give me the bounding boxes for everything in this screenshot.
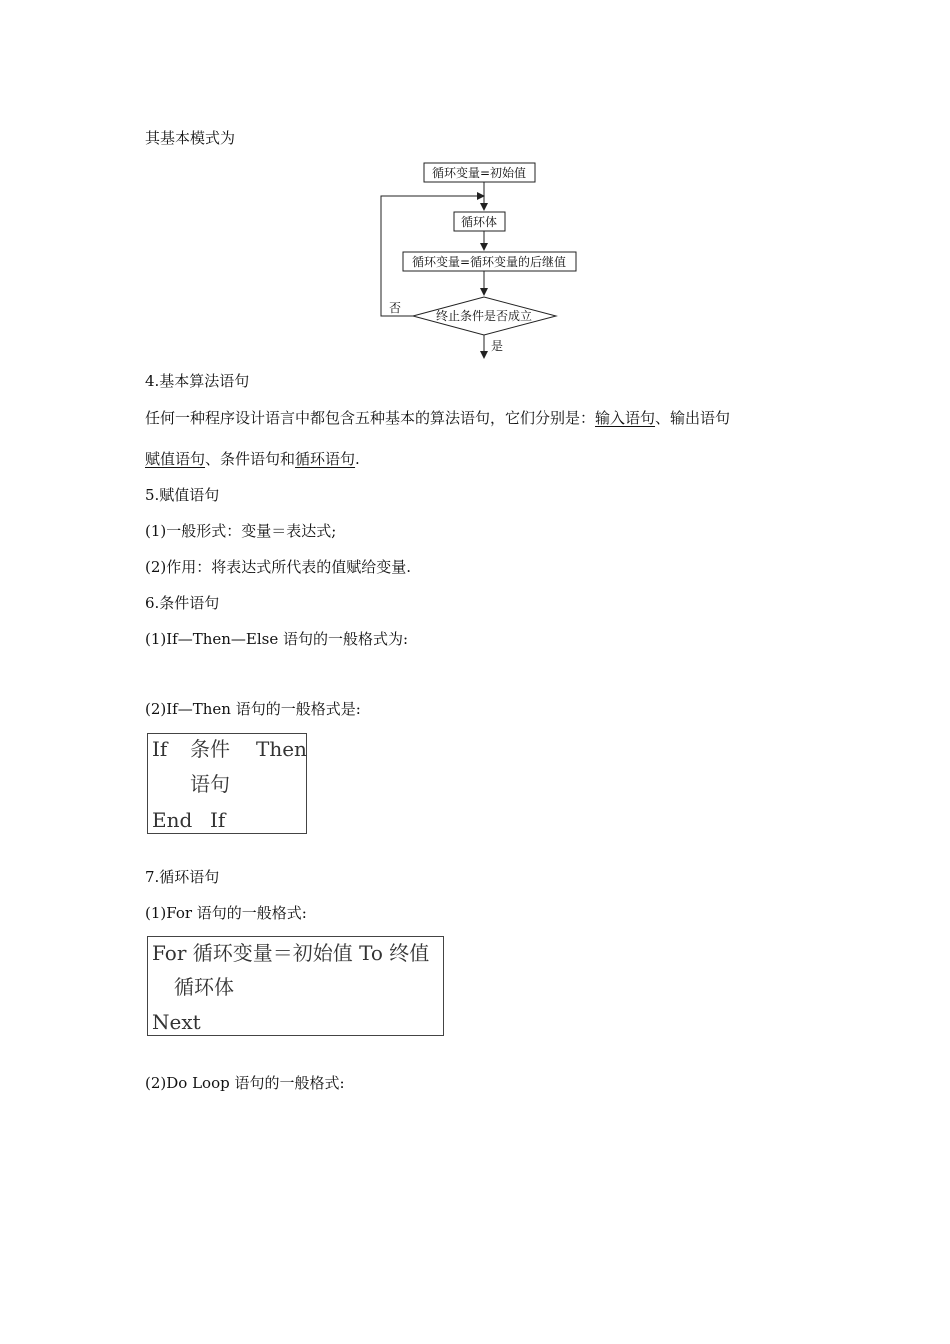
init-label: 循环变量=初始值 <box>431 166 527 180</box>
body-label: 循环体 <box>460 215 498 229</box>
for-line: For 循环变量＝初始值 To 终值 <box>152 941 430 965</box>
s4-text-b: 、输出语句 <box>655 409 731 427</box>
condition-text: 条件 <box>190 737 230 761</box>
s4-paragraph-line2 <box>145 449 360 469</box>
s5-item1: (1)一般形式：变量＝表达式; <box>145 522 337 540</box>
next-line: Next <box>152 1010 201 1034</box>
s4-text-c: 、条件语句和 <box>205 450 296 468</box>
s4-paragraph-line1 <box>145 408 730 428</box>
kw-end-if: If <box>210 808 226 832</box>
if-then-code-box <box>147 733 307 834</box>
kw-end: End <box>152 808 193 832</box>
s4-answer-loop: 循环语句 <box>295 450 356 468</box>
for-code-box <box>147 936 444 1036</box>
kw-then: Then <box>256 737 307 761</box>
s4-text-a: 任何一种程序设计语言中都包含五种基本的算法语句，它们分别是： <box>145 409 596 427</box>
condition-label: 终止条件是否成立 <box>435 309 533 323</box>
s6-item2: (2)If—Then 语句的一般格式是: <box>145 700 361 718</box>
kw-if: If <box>152 737 168 761</box>
yes-label: 是 <box>491 339 504 353</box>
loop-body-line: 循环体 <box>174 975 234 999</box>
s7-heading: 7.循环语句 <box>145 868 220 886</box>
s7-item2: (2)Do Loop 语句的一般格式: <box>145 1074 345 1092</box>
s5-heading: 5.赋值语句 <box>145 486 220 504</box>
update-label: 循环变量=循环变量的后继值 <box>411 255 567 269</box>
s6-heading: 6.条件语句 <box>145 594 220 612</box>
s5-item2: (2)作用：将表达式所代表的值赋给变量. <box>145 558 412 576</box>
s4-heading: 4.基本算法语句 <box>145 372 250 390</box>
no-label: 否 <box>389 301 402 315</box>
intro-text: 其基本模式为 <box>145 129 236 147</box>
s4-text-d: . <box>355 450 360 468</box>
s4-answer-assign: 赋值语句 <box>145 450 206 468</box>
loop-flowchart <box>0 0 950 370</box>
s4-answer-input: 输入语句 <box>595 409 656 427</box>
s7-item1: (1)For 语句的一般格式: <box>145 904 307 922</box>
statement-text: 语句 <box>190 772 230 796</box>
s6-item1: (1)If—Then—Else 语句的一般格式为: <box>145 630 409 648</box>
